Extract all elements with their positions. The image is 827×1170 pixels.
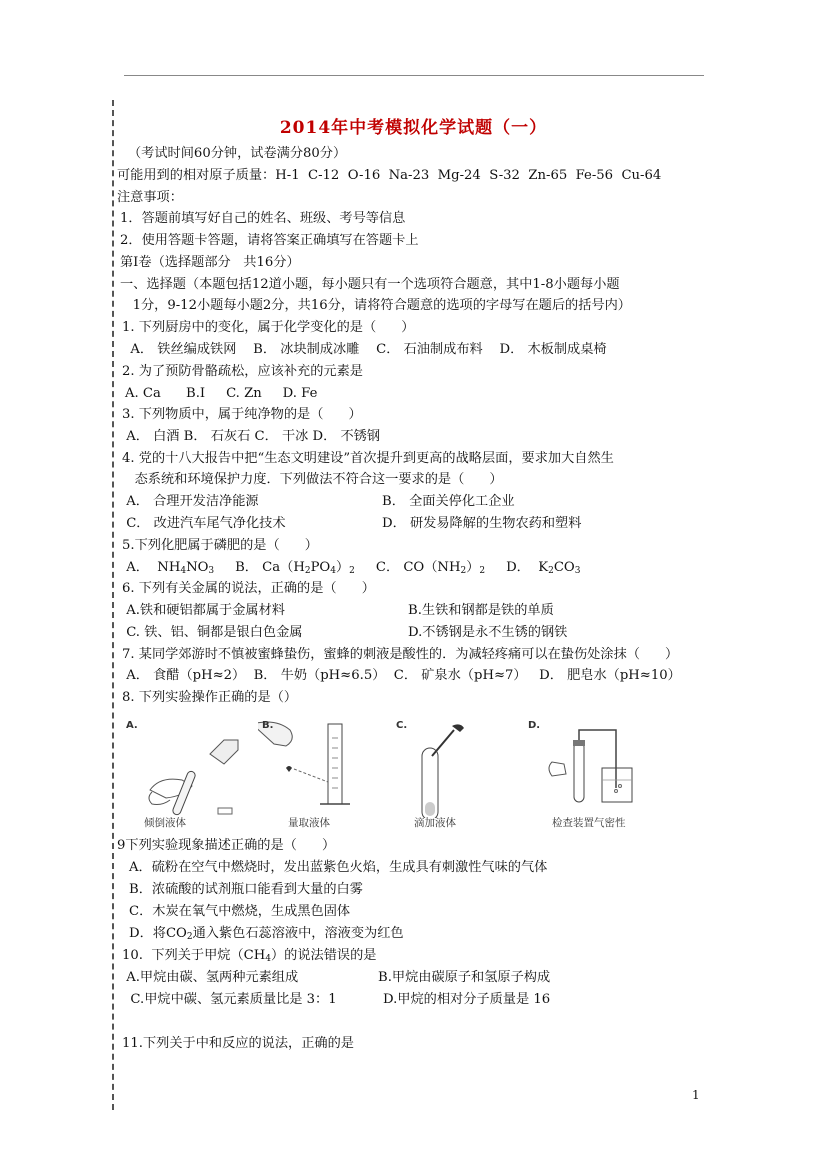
q8-figure-a-label: 倾倒液体 [144,817,186,829]
airtightness-illustration [524,718,654,818]
q8-figure-c-label: 滴加液体 [414,817,456,829]
q10-stem: 10. 下列关于甲烷$(CH_4)$的说法错误的是 [122,948,377,964]
q5-stem: 5.下列化肥属于磷肥的是（ ） [122,538,318,553]
q8-figure-b-letter: B. [262,720,274,731]
q4-option-c: C． 改进汽车尾气净化技术 [122,516,286,531]
q9-stem: 9下列实验现象描述正确的是（ ） [117,838,336,853]
q11-stem: 11.下列关于中和反应的说法，正确的是 [122,1036,354,1051]
q4-option-a: A． 合理开发洁净能源 [122,494,259,509]
q8-stem: 8. 下列实验操作正确的是（） [122,690,298,705]
q1-stem: 1. 下列厨房中的变化，属于化学变化的是（ ） [122,320,415,335]
q7-stem: 7. 某同学郊游时不慎被蜜蜂蛰伤，蜜蜂的刺液是酸性的．为减轻疼痛可以在蛰伤处涂抹（ ） [122,647,679,662]
section-instructions-2: 1分，9-12小题每小题2分，共16分，请将符合题意的选项的字母写在题后的括号内） [120,298,631,313]
atomic-masses: 可能用到的相对原子质量：H-1 C-12 O-16 Na-23 Mg-24 S-32 Zn-65 Fe-56 Cu-64 [117,168,662,183]
q4-stem-2: 态系统和环境保护力度．下列做法不符合这一要求的是（ ） [122,472,503,487]
q8-figure-d-label: 检查装置气密性 [552,817,626,829]
q4-stem-1: 4. 党的十八大报告中把“生态文明建设”首次提升到更高的战略层面，要求加大自然生 [122,451,614,466]
q9-option-a: A．硫粉在空气中燃烧时，发出蓝紫色火焰，生成具有刺激性气味的气体 [129,860,548,875]
q6-option-c: C. 铁、铝、铜都是银白色金属 [122,625,303,640]
q4-option-b: B． 全面关停化工企业 [382,494,515,509]
q9-option-b: B．浓硫酸的试剂瓶口能看到大量的白雾 [129,882,363,897]
q10-option-b: B.甲烷由碳原子和氢原子构成 [378,970,551,985]
part-heading: 第I卷（选择题部分 共16分） [120,255,300,270]
q6-stem: 6. 下列有关金属的说法，正确的是（ ） [122,581,375,596]
q8-figure-b [258,718,378,833]
page-number: 1 [692,1088,700,1102]
page-title: 2014年中考模拟化学试题（一） [279,118,548,138]
dropper-illustration [392,718,492,818]
q6-option-b: B.生铁和钢都是铁的单质 [408,603,554,618]
q8-figure-c-letter: C. [396,720,408,731]
measuring-cylinder-illustration [258,718,378,818]
q8-figure-a [122,718,262,833]
pouring-liquid-illustration [122,718,262,818]
q2-stem: 2. 为了预防骨骼疏松，应该补充的元素是 [122,364,363,379]
q5-options: A． $NH_4NO_3$ B． $Ca(H_2PO_4)_2$ C． $CO(NH_2)_2$ D． $K_2CO_3$ [122,560,581,576]
exam-time: （考试时间60分钟，试卷满分80分） [128,146,347,161]
q10-option-d: D.甲烷的相对分子质量是 16 [383,992,551,1007]
q10-option-c: C.甲烷中碳、氢元素质量比是 3：1 [122,992,337,1007]
notice-item-1: 1．答题前填写好自己的姓名、班级、考号等信息 [120,211,406,226]
q6-option-a: A.铁和硬铝都属于金属材料 [122,603,285,618]
q9-option-d: D．将$CO_2$通入紫色石蕊溶液中，溶液变为红色 [129,926,404,942]
q2-options: A. Ca B.I C. Zn D. Fe [125,386,318,401]
section-instructions-1: 一、选择题（本题包括12道小题，每小题只有一个选项符合题意，其中1-8小题每小题 [120,277,620,292]
q3-options: A． 白酒 B． 石灰石 C． 干冰 D． 不锈钢 [122,429,381,444]
header-rule [124,75,704,76]
q4-option-d: D． 研发易降解的生物农药和塑料 [382,516,582,531]
q1-options: A． 铁丝编成铁网 B． 冰块制成冰雕 C． 石油制成布料 D． 木板制成桌椅 [122,342,607,357]
q10-option-a: A.甲烷由碳、氢两种元素组成 [122,970,299,985]
q8-figure-d [524,718,654,833]
notice-item-2: 2．使用答题卡答题，请将答案正确填写在答题卡上 [120,233,419,248]
q7-options: A． 食醋（pH≈2） B． 牛奶（pH≈6.5） C． 矿泉水（pH≈7） D． 肥皂水（pH≈10） [122,668,681,683]
q8-figure-d-letter: D. [528,720,541,731]
q3-stem: 3. 下列物质中，属于纯净物的是（ ） [122,407,362,422]
notice-heading: 注意事项： [117,190,183,205]
binding-margin-line [112,100,114,1110]
q8-figure-c [392,718,492,833]
q6-option-d: D.不锈钢是永不生锈的钢铁 [408,625,568,640]
q9-option-c: C．木炭在氧气中燃烧，生成黑色固体 [129,904,351,919]
q8-figure-b-label: 量取液体 [288,817,330,829]
q8-figure-a-letter: A. [126,720,138,731]
